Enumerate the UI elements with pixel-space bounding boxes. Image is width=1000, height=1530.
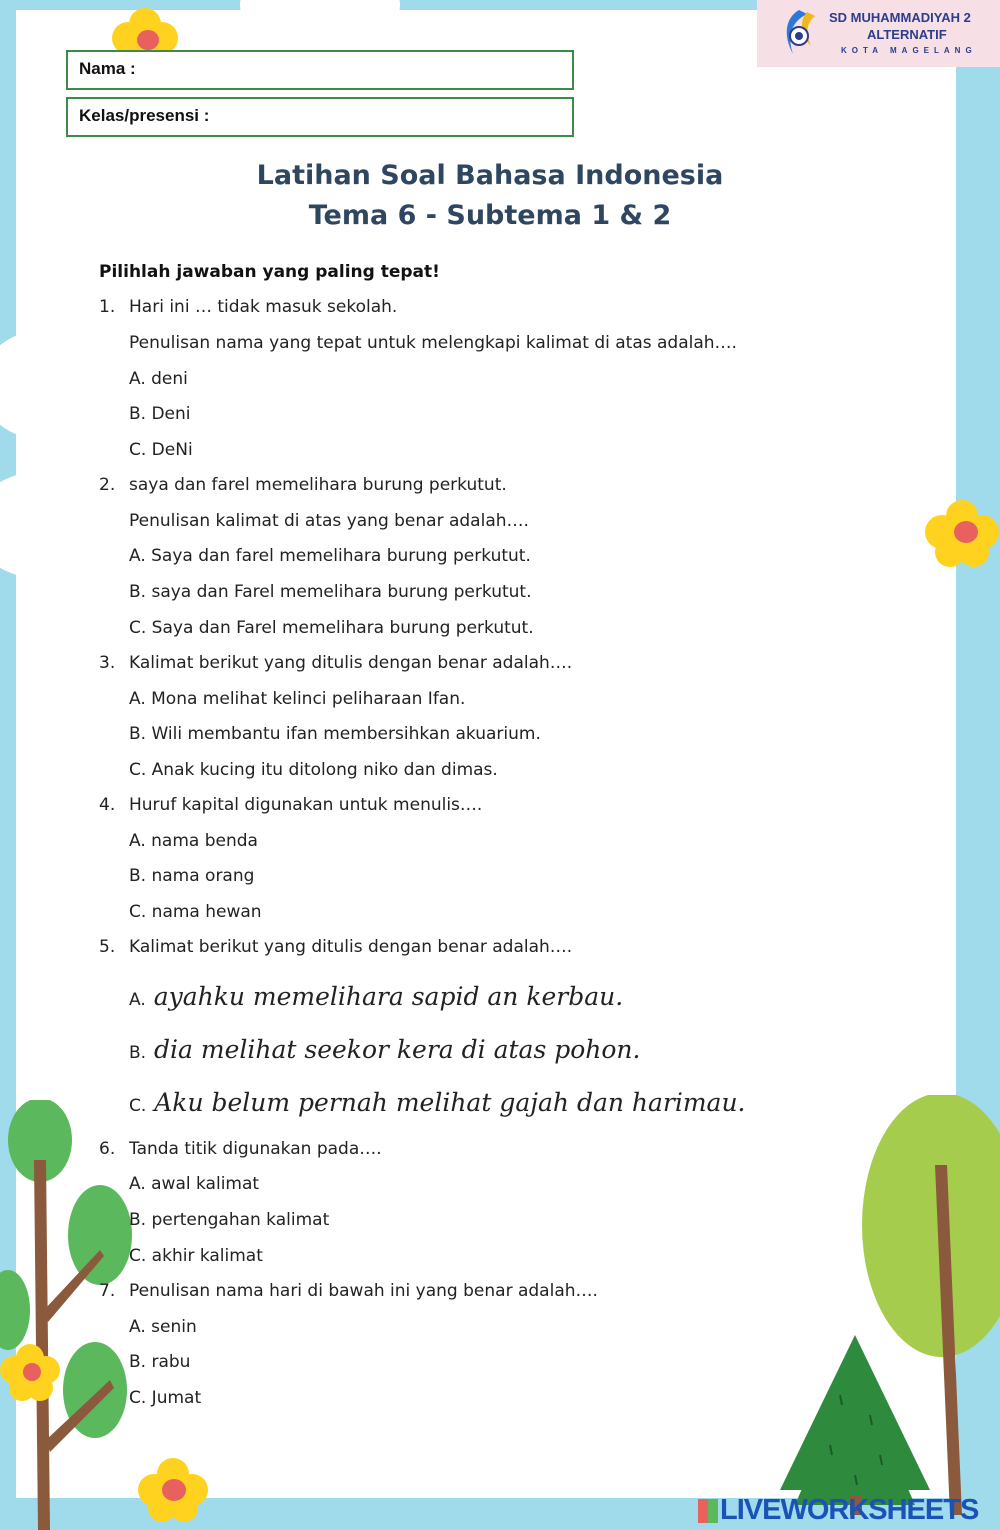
answer-option[interactable]: A. deni bbox=[129, 369, 188, 389]
answer-option[interactable]: C. Saya dan Farel memelihara burung perkutut. bbox=[129, 618, 534, 638]
answer-option[interactable]: B. pertengahan kalimat bbox=[129, 1210, 330, 1230]
question-number: 4. bbox=[99, 795, 116, 815]
option-letter: A. bbox=[129, 990, 146, 1010]
flower-icon bbox=[136, 1456, 210, 1526]
watermark-text: LIVEWORKSHEETS bbox=[720, 1494, 979, 1526]
answer-option[interactable] bbox=[129, 982, 623, 1011]
question-number: 3. bbox=[99, 653, 116, 673]
name-label: Nama : bbox=[79, 59, 136, 78]
question-number: 2. bbox=[99, 475, 116, 495]
answer-option[interactable] bbox=[129, 1035, 640, 1064]
question-text: Kalimat berikut yang ditulis dengan benar adalah…. bbox=[129, 937, 573, 957]
option-letter: C. bbox=[129, 1096, 147, 1116]
answer-option[interactable]: C. nama hewan bbox=[129, 902, 262, 922]
question-number: 5. bbox=[99, 937, 116, 957]
option-letter: B. bbox=[129, 1043, 147, 1063]
question-number: 1. bbox=[99, 297, 116, 317]
name-field[interactable] bbox=[66, 50, 574, 90]
school-name-line1: SD MUHAMMADIYAH 2 bbox=[829, 10, 971, 25]
answer-option[interactable]: C. Anak kucing itu ditolong niko dan dimas. bbox=[129, 760, 498, 780]
question-text: Penulisan nama yang tepat untuk melengkapi kalimat di atas adalah…. bbox=[129, 333, 737, 353]
class-label: Kelas/presensi : bbox=[79, 106, 210, 125]
instruction: Pilihlah jawaban yang paling tepat! bbox=[99, 262, 440, 282]
school-emblem-icon bbox=[777, 6, 821, 60]
option-handwritten-text: dia melihat seekor kera di atas pohon. bbox=[154, 1035, 641, 1064]
school-name-line2: ALTERNATIF bbox=[867, 27, 947, 42]
class-field[interactable] bbox=[66, 97, 574, 137]
answer-option[interactable]: B. rabu bbox=[129, 1352, 191, 1372]
school-logo bbox=[757, 0, 1000, 67]
question-text: Hari ini … tidak masuk sekolah. bbox=[129, 297, 398, 317]
option-handwritten-text: ayahku memelihara sapid an kerbau. bbox=[153, 982, 624, 1011]
answer-option[interactable]: A. awal kalimat bbox=[129, 1174, 260, 1194]
question-number: 6. bbox=[99, 1139, 116, 1159]
answer-option[interactable]: B. Deni bbox=[129, 404, 191, 424]
page-subtitle: Tema 6 - Subtema 1 & 2 bbox=[308, 200, 672, 231]
question-text: Penulisan kalimat di atas yang benar adalah…. bbox=[129, 511, 529, 531]
school-city: KOTA MAGELANG bbox=[841, 46, 977, 55]
question-text: Penulisan nama hari di bawah ini yang benar adalah…. bbox=[129, 1281, 598, 1301]
answer-option[interactable]: B. Wili membantu ifan membersihkan akuarium. bbox=[129, 724, 541, 744]
question-number: 7. bbox=[99, 1281, 116, 1301]
answer-option[interactable]: A. Mona melihat kelinci peliharaan Ifan. bbox=[129, 689, 466, 709]
page-title: Latihan Soal Bahasa Indonesia bbox=[256, 160, 724, 191]
liveworksheets-logo-icon bbox=[698, 1499, 718, 1523]
option-handwritten-text: Aku belum pernah melihat gajah dan harimau. bbox=[154, 1088, 746, 1117]
answer-option[interactable]: C. akhir kalimat bbox=[129, 1246, 263, 1266]
question-text: Kalimat berikut yang ditulis dengan benar adalah…. bbox=[129, 653, 573, 673]
answer-option[interactable]: A. nama benda bbox=[129, 831, 258, 851]
answer-option[interactable]: C. DeNi bbox=[129, 440, 193, 460]
answer-option[interactable]: A. Saya dan farel memelihara burung perkutut. bbox=[129, 546, 531, 566]
question-text: saya dan farel memelihara burung perkutut. bbox=[129, 475, 507, 495]
question-text: Tanda titik digunakan pada…. bbox=[129, 1139, 382, 1159]
liveworksheets-watermark bbox=[698, 1494, 978, 1527]
answer-option[interactable]: B. saya dan Farel memelihara burung perkutut. bbox=[129, 582, 532, 602]
answer-option[interactable] bbox=[129, 1088, 746, 1117]
answer-option[interactable]: C. Jumat bbox=[129, 1388, 202, 1408]
tree-right-icon bbox=[780, 1095, 1000, 1515]
question-text: Huruf kapital digunakan untuk menulis…. bbox=[129, 795, 483, 815]
flower-icon bbox=[924, 498, 1000, 572]
answer-option[interactable]: A. senin bbox=[129, 1317, 197, 1337]
answer-option[interactable]: B. nama orang bbox=[129, 866, 255, 886]
